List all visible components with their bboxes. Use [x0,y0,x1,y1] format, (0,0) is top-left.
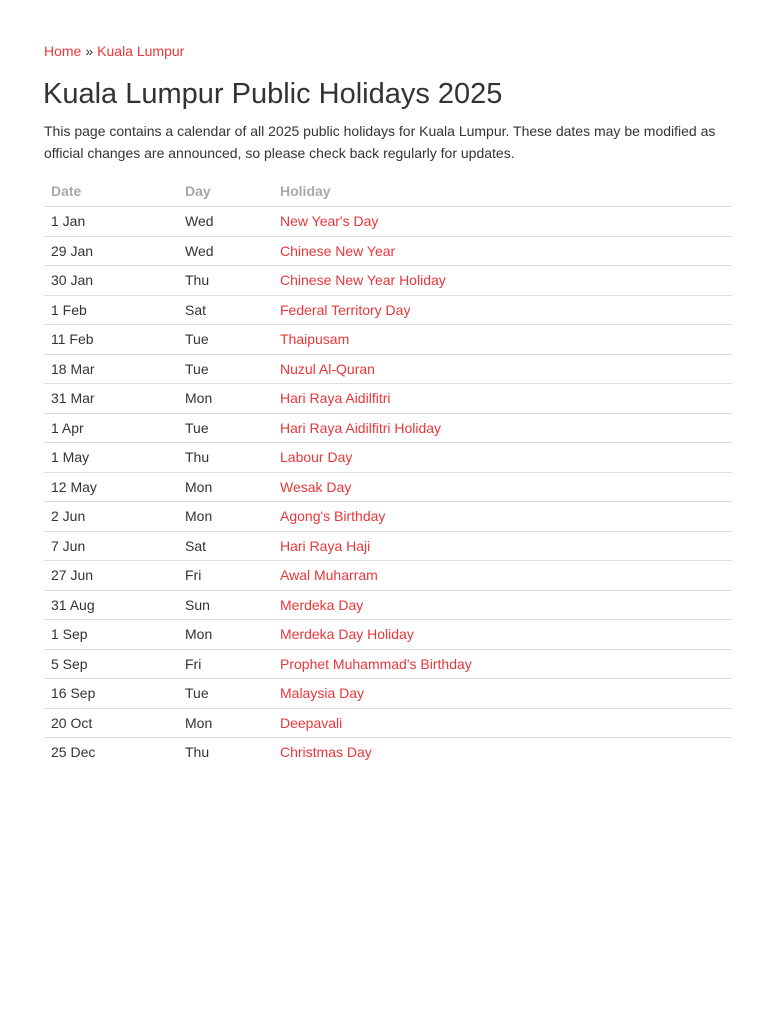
holiday-link[interactable]: Awal Muharram [280,567,378,584]
holiday-date: 20 Oct [44,708,178,738]
page-title: Kuala Lumpur Public Holidays 2025 [43,78,503,110]
holiday-day: Tue [178,679,273,709]
table-row [44,738,732,767]
holiday-link[interactable]: Labour Day [280,449,353,466]
holiday-link[interactable]: Chinese New Year [280,242,396,259]
holiday-link[interactable]: Hari Raya Haji [280,537,371,554]
holiday-name-cell [273,413,732,443]
table-row [44,502,732,532]
holiday-day: Tue [178,325,273,355]
holiday-day: Thu [178,266,273,296]
breadcrumb-separator: » [85,43,94,59]
table-body [44,207,732,767]
table-row [44,354,732,384]
holiday-name-cell [273,266,732,296]
holiday-date: 18 Mar [44,354,178,384]
holiday-date: 5 Sep [44,649,178,679]
holiday-date: 11 Feb [44,325,178,355]
holiday-date: 1 Feb [44,295,178,325]
holiday-link[interactable]: Thaipusam [280,331,350,348]
holiday-name-cell [273,236,732,266]
holiday-day: Wed [178,236,273,266]
table-row [44,384,732,414]
holiday-day: Mon [178,472,273,502]
holiday-day: Tue [178,413,273,443]
holiday-name-cell [273,502,732,532]
holiday-day: Sun [178,590,273,620]
column-header-day: Day [178,176,273,207]
breadcrumb [44,43,184,59]
table-row [44,561,732,591]
holiday-name-cell [273,207,732,237]
holiday-date: 7 Jun [44,531,178,561]
table-row [44,620,732,650]
column-header-date: Date [44,176,178,207]
holiday-day: Wed [178,207,273,237]
holiday-name-cell [273,384,732,414]
table-header [44,176,732,207]
holiday-date: 1 Sep [44,620,178,650]
holiday-day: Mon [178,384,273,414]
table-header-row [44,176,732,207]
holiday-name-cell [273,738,732,767]
holiday-date: 29 Jan [44,236,178,266]
holiday-link[interactable]: Hari Raya Aidilfitri [280,390,391,407]
holiday-name-cell [273,443,732,473]
breadcrumb-home-link[interactable]: Home [44,43,82,59]
holiday-date: 1 Jan [44,207,178,237]
holiday-name-cell [273,561,732,591]
holiday-link[interactable]: Malaysia Day [280,685,365,702]
holiday-name-cell [273,325,732,355]
holiday-name-cell [273,590,732,620]
holiday-date: 27 Jun [44,561,178,591]
holiday-name-cell [273,472,732,502]
holiday-day: Thu [185,744,210,761]
holiday-date: 1 Apr [44,413,178,443]
holiday-link[interactable]: Nuzul Al-Quran [280,360,375,377]
table-row [44,708,732,738]
column-header-holiday: Holiday [273,176,732,207]
holiday-day: Mon [178,502,273,532]
intro-paragraph: This page contains a calendar of all 2025 public holidays for Kuala Lumpur. These dates may be modified as official changes are announced, so please check back regularly for updates. [44,123,716,161]
table-row [44,443,732,473]
holiday-link[interactable]: Wesak Day [280,478,352,495]
holiday-day: Fri [178,561,273,591]
table-row [44,325,732,355]
table-row [44,207,732,237]
holiday-day: Thu [178,443,273,473]
holidays-table [44,176,732,767]
holiday-link[interactable]: Merdeka Day [280,596,364,613]
holiday-link[interactable]: Deepavali [280,714,343,731]
holiday-link[interactable]: Christmas Day [280,744,372,761]
holiday-day: Mon [178,620,273,650]
breadcrumb-current-link[interactable]: Kuala Lumpur [97,43,185,59]
holiday-name-cell [273,295,732,325]
holiday-link[interactable]: Chinese New Year Holiday [280,272,446,289]
table-row [44,236,732,266]
holiday-date: 16 Sep [44,679,178,709]
holiday-link[interactable]: Federal Territory Day [280,301,411,318]
holiday-link[interactable]: Prophet Muhammad's Birthday [280,655,472,672]
holiday-date: 31 Aug [44,590,178,620]
holiday-day: Tue [178,354,273,384]
holiday-name-cell [273,649,732,679]
holiday-date: 30 Jan [44,266,178,296]
table-row [44,649,732,679]
holiday-day: Sat [178,531,273,561]
holiday-name-cell [273,531,732,561]
holiday-link[interactable]: Merdeka Day Holiday [280,626,414,643]
holiday-date: 31 Mar [44,384,178,414]
table-row [44,679,732,709]
holiday-link[interactable]: Agong's Birthday [280,508,386,525]
table-row [44,413,732,443]
table-row [44,531,732,561]
holiday-date: 2 Jun [44,502,178,532]
holiday-name-cell [273,354,732,384]
holiday-day: Mon [178,708,273,738]
holiday-name-cell [273,620,732,650]
table-row [44,266,732,296]
holiday-date: 25 Dec [51,744,96,761]
holiday-name-cell [273,679,732,709]
table-row [44,590,732,620]
table-row [44,295,732,325]
table-row [44,472,732,502]
holiday-day: Fri [178,649,273,679]
holiday-date: 1 May [44,443,178,473]
holiday-link[interactable]: New Year's Day [280,213,379,230]
holiday-date: 12 May [44,472,178,502]
holiday-day: Sat [178,295,273,325]
holiday-link[interactable]: Hari Raya Aidilfitri Holiday [280,419,442,436]
holiday-name-cell [273,708,732,738]
